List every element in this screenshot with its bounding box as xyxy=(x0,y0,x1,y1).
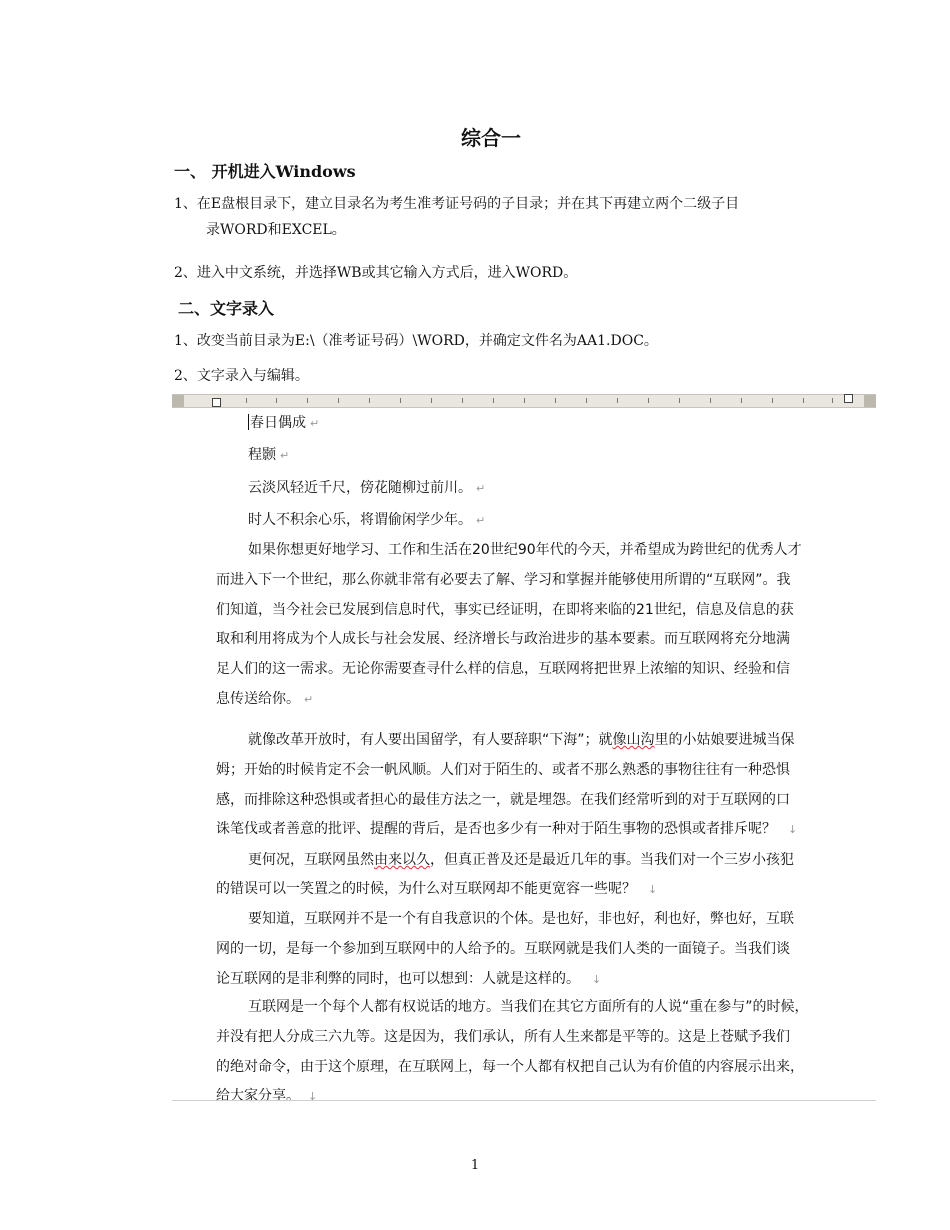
ruler-indent-marker[interactable] xyxy=(212,398,221,407)
poem-author: 程颢 ↵ xyxy=(248,447,290,463)
section1-heading: 一、 开机进入Windows xyxy=(174,162,356,181)
paragraph-1-line: 们知道，当今社会已发展到信息时代，事实已经证明，在即将来临的21世纪，信息及信息的获 xyxy=(216,602,794,618)
section2-item2: 2、文字录入与编辑。 xyxy=(174,368,309,384)
section1-item1-line1: 1、在E盘根目录下，建立目录名为考生准考证号码的子目录；并在其下再建立两个二级子目 xyxy=(174,196,740,212)
paragraph-2-line: 感，而排除这种恐惧或者担心的最佳方法之一，就是埋怨。在我们经常听到的对于互联网的口 xyxy=(216,792,790,808)
paragraph-5-line: 并没有把人分成三六九等。这是因为，我们承认，所有人生来都是平等的。这是上苍赋予我们 xyxy=(216,1029,790,1045)
poem-title: 春日偶成 ↵ xyxy=(250,415,320,431)
paragraph-4-line: 要知道，互联网并不是一个有自我意识的个体。是也好，非也好，利也好，弊也好，互联 xyxy=(248,911,794,927)
document-title: 综合一 xyxy=(461,126,521,150)
section2-item1: 1、改变当前目录为E:\（准考证号码）\WORD，并确定文件名为AA1.DOC。 xyxy=(174,333,658,349)
spelling-flag: 由来以久 xyxy=(374,852,430,868)
paragraph-3-line: 更何况，互联网虽然由来以久，但真正普及还是最近几年的事。当我们对一个三岁小孩犯 xyxy=(248,852,794,868)
poem-line-2: 时人不积余心乐，将谓偷闲学少年。 ↵ xyxy=(248,512,486,528)
paragraph-1-line: 如果你想更好地学习、工作和生活在20世纪90年代的今天，并希望成为跨世纪的优秀人才 xyxy=(248,542,802,558)
ruler-left-margin xyxy=(172,395,184,407)
ruler-right-indent-marker[interactable] xyxy=(844,394,853,403)
paragraph-1-line: 足人们的这一需求。无论你需要查寻什么样的信息，互联网将把世界上浓缩的知识、经验和信 xyxy=(216,661,790,677)
paragraph-3-line: 的错误可以一笑置之的时候，为什么对互联网却不能更宽容一些呢？ ↓ xyxy=(216,881,658,897)
poem-line-1: 云淡风轻近千尺，傍花随柳过前川。 ↵ xyxy=(248,480,486,496)
paragraph-1-line: 而进入下一个世纪，那么你就非常有必要去了解、学习和掌握并能够使用所谓的“互联网”。我 xyxy=(216,572,791,588)
paragraph-5-line: 的绝对命令，由于这个原理，在互联网上，每一个人都有权把自己认为有价值的内容展示出来， xyxy=(216,1059,804,1075)
section1-item1-line2: 录WORD和EXCEL。 xyxy=(206,222,346,238)
text-cursor xyxy=(248,414,249,430)
paragraph-4-line: 论互联网的是非利弊的同时，也可以想到：人就是这样的。 ↓ xyxy=(216,971,602,987)
section2-heading: 二、文字录入 xyxy=(178,299,275,318)
paragraph-2-line: 姆；开始的时候肯定不会一帆风顺。人们对于陌生的、或者不那么熟悉的事物往往有一种恐惧 xyxy=(216,762,790,778)
paragraph-2-line: 就像改革开放时，有人要出国留学，有人要辞职“下海”；就像山沟里的小姑娘要进城当保 xyxy=(248,732,795,748)
paragraph-1-line: 取和利用将成为个人成长与社会发展、经济增长与政治进步的基本要素。而互联网将充分地满 xyxy=(216,631,790,647)
paragraph-5-line: 互联网是一个每个人都有权说话的地方。当我们在其它方面所有的人说“重在参与”的时候， xyxy=(248,999,809,1015)
horizontal-ruler[interactable] xyxy=(172,394,876,408)
spelling-flag: 像山沟 xyxy=(612,732,655,748)
embedded-document-bottom-edge xyxy=(172,1100,876,1101)
paragraph-4-line: 网的一切，是每一个参加到互联网中的人给予的。互联网就是我们人类的一面镜子。当我们谈 xyxy=(216,941,790,957)
section1-item2: 2、进入中文系统，并选择WB或其它输入方式后，进入WORD。 xyxy=(174,265,578,281)
page-number: 1 xyxy=(470,1158,480,1173)
paragraph-1-line: 息传送给你。 ↵ xyxy=(216,691,314,707)
paragraph-2-line: 诛笔伐或者善意的批评、提醒的背后，是否也多少有一种对于陌生事物的恐惧或者排斥呢？ ↓ xyxy=(216,821,798,837)
ruler-right-margin xyxy=(864,395,876,407)
paragraph-5-line: 给大家分享。 ↓ xyxy=(216,1088,318,1104)
